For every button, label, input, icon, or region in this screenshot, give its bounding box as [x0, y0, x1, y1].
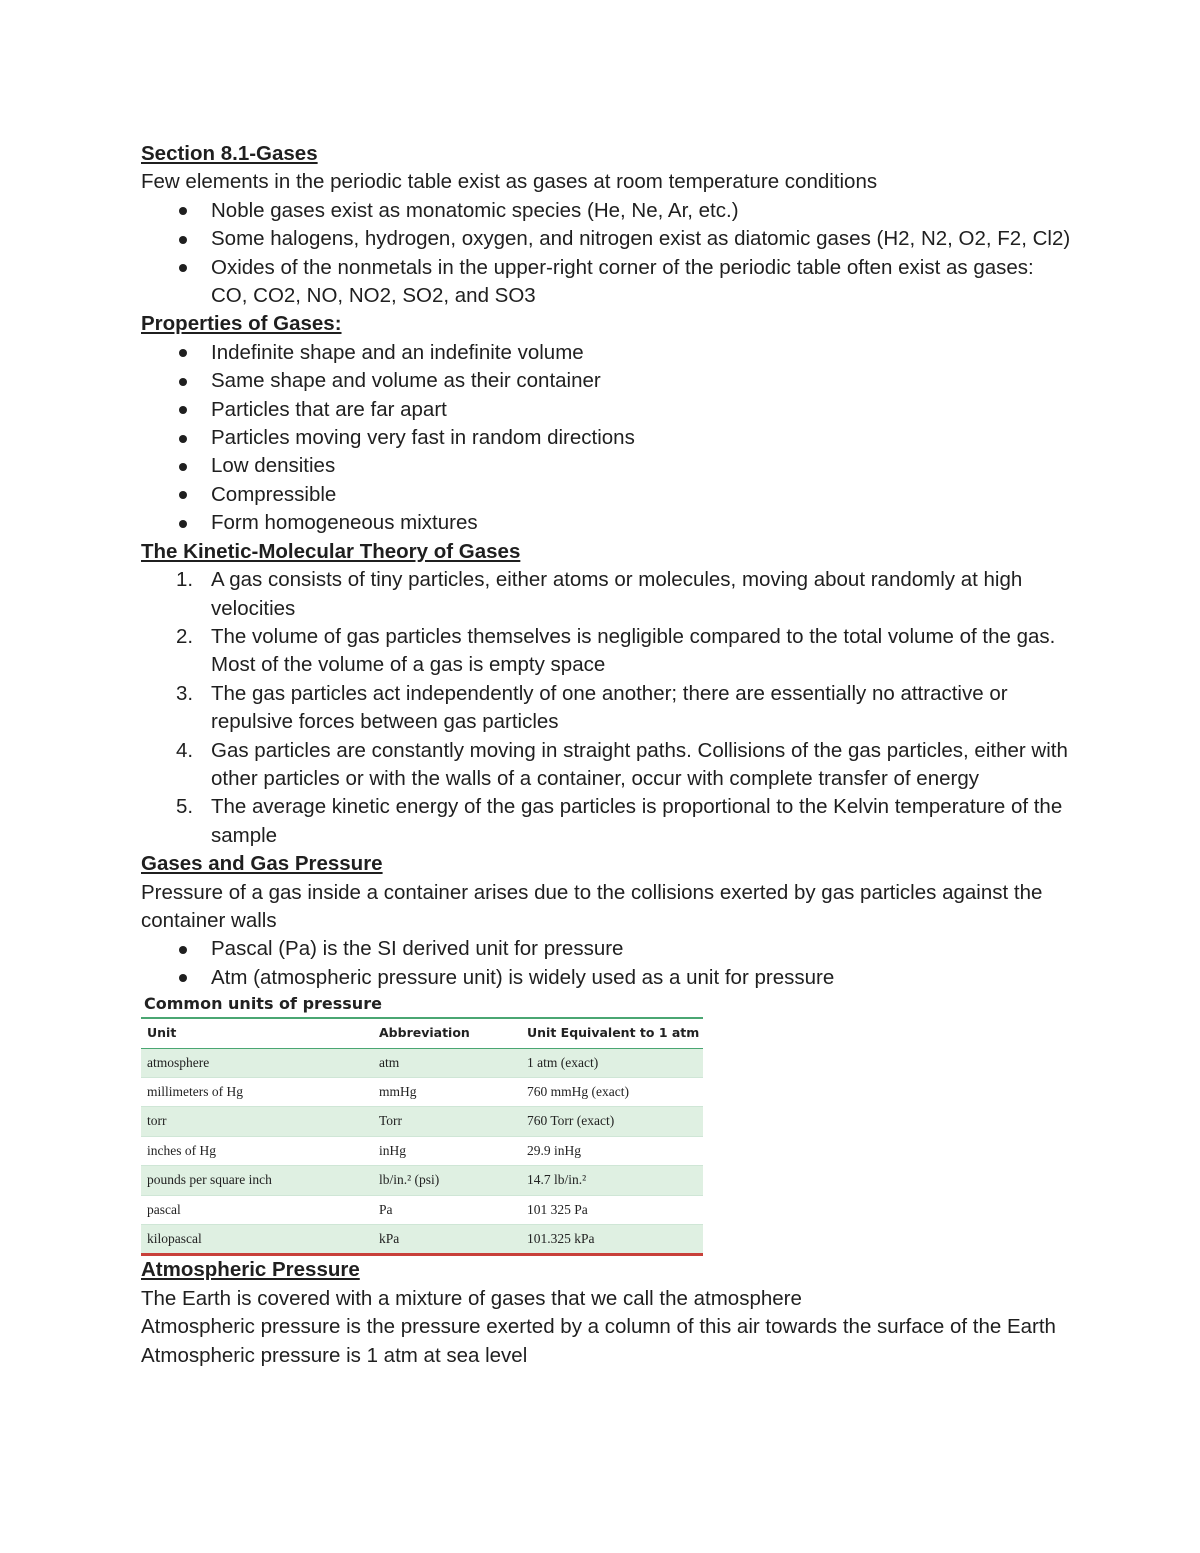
list-item: Low densities: [141, 452, 1071, 480]
list-item: Particles that are far apart: [141, 396, 1071, 424]
list-number: 4.: [176, 738, 194, 762]
table-cell: atmosphere: [141, 1048, 373, 1077]
table-cell: Torr: [373, 1107, 521, 1136]
table-cell: 101 325 Pa: [521, 1195, 703, 1224]
pressure-heading: Gases and Gas Pressure: [141, 852, 383, 876]
kmt-numbered-list: [141, 566, 1071, 850]
table-cell: 1 atm (exact): [521, 1048, 703, 1077]
table-cell: inHg: [373, 1136, 521, 1165]
list-item: Atm (atmospheric pressure unit) is widely used as a unit for pressure: [141, 964, 1071, 992]
table-cell: inches of Hg: [141, 1136, 373, 1165]
column-header: Unit: [141, 1018, 373, 1048]
list-item: Some halogens, hydrogen, oxygen, and nitrogen exist as diatomic gases (H2, N2, O2, F2, Cl2): [141, 225, 1071, 253]
list-item: Noble gases exist as monatomic species (He, Ne, Ar, etc.): [141, 197, 1071, 225]
pressure-bullet-list: [141, 935, 1071, 992]
list-item: Compressible: [141, 481, 1071, 509]
atmospheric-heading: Atmospheric Pressure: [141, 1258, 360, 1282]
list-item: Particles moving very fast in random directions: [141, 424, 1071, 452]
table-cell: torr: [141, 1107, 373, 1136]
pressure-units-table: [141, 1017, 703, 1256]
list-number: 1.: [176, 568, 194, 592]
list-item: Oxides of the nonmetals in the upper-right corner of the periodic table often exist as gases: CO, CO2, NO, NO2, SO2, and SO3: [141, 254, 1071, 311]
section-intro: Few elements in the periodic table exist as gases at room temperature conditions: [141, 170, 878, 194]
list-number: 3.: [176, 681, 194, 705]
list-item: [141, 566, 1071, 623]
list-item: Indefinite shape and an indefinite volume: [141, 339, 1071, 367]
table-row: [141, 1225, 703, 1255]
table-cell: lb/in.² (psi): [373, 1166, 521, 1195]
paragraph: Atmospheric pressure is the pressure exerted by a column of this air towards the surface of the Earth: [141, 1315, 1056, 1339]
kmt-heading: The Kinetic-Molecular Theory of Gases: [141, 539, 521, 563]
list-item: [141, 793, 1071, 850]
properties-heading: Properties of Gases:: [141, 312, 342, 336]
table-row: [141, 1166, 703, 1195]
list-item-text: The gas particles act independently of one another; there are essentially no attractive or repulsive forces between gas particles: [211, 681, 1008, 734]
list-item: [141, 680, 1071, 737]
table-header-row: [141, 1018, 703, 1048]
table-row: [141, 1107, 703, 1136]
list-item: [141, 737, 1071, 794]
list-item-text: A gas consists of tiny particles, either atoms or molecules, moving about randomly at high velocities: [211, 568, 1023, 620]
table-cell: mmHg: [373, 1078, 521, 1107]
table-cell: 760 Torr (exact): [521, 1107, 703, 1136]
list-item: Same shape and volume as their container: [141, 367, 1071, 395]
table-cell: pascal: [141, 1195, 373, 1224]
table-title: Common units of pressure: [144, 994, 382, 1014]
list-number: 5.: [176, 795, 194, 819]
list-number: 2.: [176, 624, 194, 648]
paragraph: The Earth is covered with a mixture of gases that we call the atmosphere: [141, 1286, 802, 1310]
document-page: [141, 140, 1071, 1370]
section-bullet-list: [141, 197, 1071, 311]
table-cell: pounds per square inch: [141, 1166, 373, 1195]
list-item-text: The average kinetic energy of the gas particles is proportional to the Kelvin temperature of the sample: [211, 795, 1063, 847]
table-cell: 101.325 kPa: [521, 1225, 703, 1255]
table-cell: 14.7 lb/in.²: [521, 1166, 703, 1195]
list-item: Form homogeneous mixtures: [141, 509, 1071, 537]
table-cell: 29.9 inHg: [521, 1136, 703, 1165]
list-item: [141, 623, 1071, 680]
list-item-text: Gas particles are constantly moving in straight paths. Collisions of the gas particles, either with other particles or with the walls of a container, occur with complete transfer of energy: [211, 738, 1068, 790]
table-row: [141, 1078, 703, 1107]
table-cell: atm: [373, 1048, 521, 1077]
properties-bullet-list: [141, 339, 1071, 538]
column-header: Unit Equivalent to 1 atm: [521, 1018, 703, 1048]
table-cell: millimeters of Hg: [141, 1078, 373, 1107]
table-cell: kilopascal: [141, 1225, 373, 1255]
table-row: [141, 1048, 703, 1077]
list-item: Pascal (Pa) is the SI derived unit for pressure: [141, 935, 1071, 963]
column-header: Abbreviation: [373, 1018, 521, 1048]
pressure-intro: Pressure of a gas inside a container arises due to the collisions exerted by gas particles against the container walls: [141, 880, 1043, 932]
pressure-units-figure: [141, 993, 703, 1256]
table-cell: Pa: [373, 1195, 521, 1224]
section-heading: Section 8.1-Gases: [141, 142, 318, 165]
paragraph: Atmospheric pressure is 1 atm at sea level: [141, 1343, 528, 1367]
table-cell: kPa: [373, 1225, 521, 1255]
list-item-text: The volume of gas particles themselves is negligible compared to the total volume of the gas. Most of the volume of a gas is empty space: [211, 624, 1056, 677]
table-row: [141, 1136, 703, 1165]
table-row: [141, 1195, 703, 1224]
table-cell: 760 mmHg (exact): [521, 1078, 703, 1107]
